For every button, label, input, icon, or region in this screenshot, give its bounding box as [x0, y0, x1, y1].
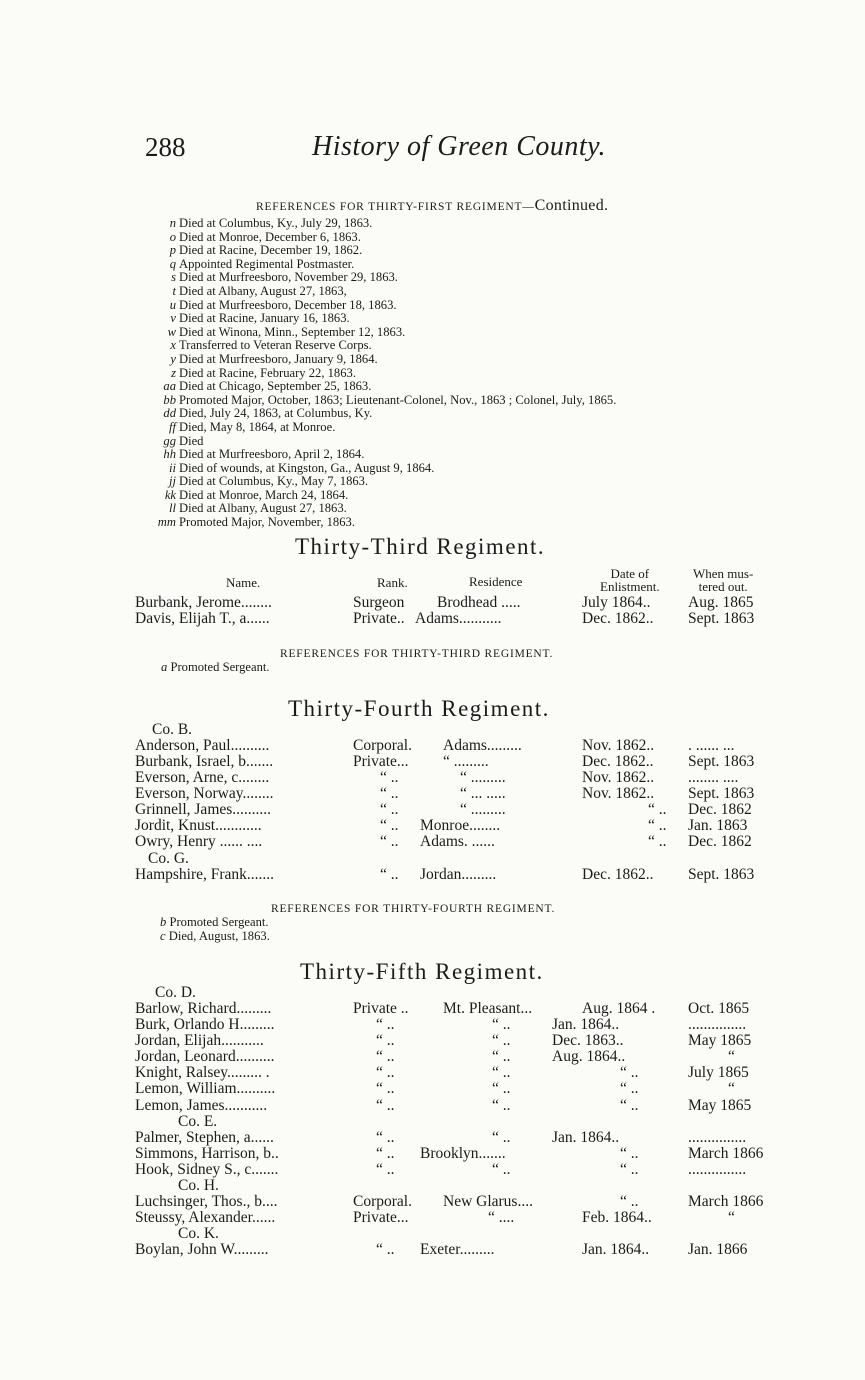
- ref-item: aa Died at Chicago, September 25, 1863.: [163, 379, 372, 394]
- ref-item: ii Died of wounds, at Kingston, Ga., August 9, 1864.: [169, 460, 435, 475]
- col-header-enlistment: Date of Enlistment.: [600, 566, 660, 594]
- ref-item: p Died at Racine, December 19, 1862.: [169, 243, 363, 258]
- table-row: Everson, Norway........ “ .. “ ... ..... Nov. 1862.. Sept. 1863: [135, 785, 755, 802]
- section-title-35: Thirty-Fifth Regiment.: [300, 959, 544, 984]
- refs-31-heading-text: REFERENCES FOR THIRTY-FIRST REGIMENT—: [256, 201, 535, 213]
- ref-item: jj Died at Columbus, Ky., May 7, 1863.: [169, 474, 369, 489]
- table-row: Boylan, John W......... “ .. Exeter......... Jan. 1864.. Jan. 1866: [135, 1241, 748, 1258]
- ref-item: bb Promoted Major, October, 1863; Lieutenant-Colonel, Nov., 1863 ; Colonel, July, 1865.: [163, 392, 617, 407]
- company-label: Co. E.: [178, 1113, 218, 1130]
- table-row: Burbank, Jerome........ Surgeon Brodhead ..... July 1864.. Aug. 1865: [135, 594, 754, 611]
- ref-item: q Appointed Regimental Postmaster.: [169, 256, 355, 271]
- ref-item: hh Died at Murfreesboro, April 2, 1864.: [163, 447, 365, 462]
- refs-31-heading-continued: Continued.: [534, 197, 609, 214]
- table-row: Knight, Ralsey......... . “ .. “ .. “ .. July 1865: [135, 1064, 749, 1081]
- table-row: Lemon, James........... “ .. “ .. “ .. May 1865: [135, 1097, 752, 1114]
- company-label: Co. D.: [155, 984, 196, 1001]
- col-header-mustered-out: When mus- tered out.: [693, 566, 754, 594]
- company-label: Co. H.: [178, 1177, 219, 1194]
- company-label: Co. K.: [178, 1225, 219, 1242]
- table-row: Grinnell, James.......... “ .. “ ......... “ .. Dec. 1862: [135, 801, 752, 818]
- ref-item: u Died at Murfreesboro, December 18, 1863.: [169, 297, 397, 312]
- ref-item: mm Promoted Major, November, 1863.: [157, 515, 355, 530]
- table-row: Hook, Sidney S., c....... “ .. “ .. “ .. ...............: [135, 1161, 747, 1178]
- table-row: Steussy, Alexander...... Private... “ .... Feb. 1864.. “: [135, 1209, 735, 1226]
- table-row: Davis, Elijah T., a...... Private.. Adams........... Dec. 1862.. Sept. 1863: [135, 610, 755, 627]
- ref-item: z Died at Racine, February 22, 1863.: [171, 365, 356, 380]
- table-row: Owry, Henry ...... .... “ .. Adams. ...... “ .. Dec. 1862: [135, 833, 752, 850]
- page-number: 288: [145, 132, 186, 162]
- ref-item: b Promoted Sergeant.: [160, 915, 269, 929]
- table-row: Jordit, Knust............ “ .. Monroe........ “ .. Jan. 1863: [135, 817, 748, 834]
- refs-34-heading: REFERENCES FOR THIRTY-FOURTH REGIMENT.: [271, 903, 556, 915]
- running-title: History of Green County.: [312, 131, 607, 162]
- refs-31-heading: [256, 197, 608, 215]
- refs-31-list: [148, 217, 616, 530]
- ref-item: ll Died at Albany, August 27, 1863.: [169, 501, 347, 516]
- table-row: Luchsinger, Thos., b.... Corporal. New Glarus.... “ .. March 1866: [135, 1193, 764, 1210]
- ref-item: c Died, August, 1863.: [160, 929, 270, 943]
- ref-item: v Died at Racine, January 16, 1863.: [170, 311, 350, 326]
- table-row: Hampshire, Frank....... “ .. Jordan......... Dec. 1862.. Sept. 1863: [135, 866, 755, 883]
- section-title-33: Thirty-Third Regiment.: [295, 534, 546, 559]
- col-header-rank: Rank.: [377, 575, 408, 590]
- ref-item: o Died at Monroe, December 6, 1863.: [169, 229, 361, 244]
- table-row: Burk, Orlando H......... “ .. “ .. Jan. 1864.. ...............: [135, 1016, 747, 1033]
- ref-item: x Transferred to Veteran Reserve Corps.: [170, 338, 372, 353]
- table-row: Anderson, Paul.......... Corporal. Adams......... Nov. 1862.. . ...... ...: [135, 737, 735, 754]
- table-row: Everson, Arne, c........ “ .. “ ......... Nov. 1862.. ........ ....: [135, 769, 739, 786]
- section-title-34: Thirty-Fourth Regiment.: [288, 696, 550, 721]
- refs-33-heading: REFERENCES FOR THIRTY-THIRD REGIMENT.: [280, 648, 554, 660]
- table-row: Lemon, William.......... “ .. “ .. “ .. “: [135, 1080, 735, 1097]
- company-label: Co. B.: [152, 721, 193, 738]
- company-label: Co. G.: [148, 850, 189, 867]
- table-row: Palmer, Stephen, a...... “ .. “ .. Jan. 1864.. ...............: [135, 1129, 747, 1146]
- ref-item: ff Died, May 8, 1864, at Monroe.: [169, 419, 336, 434]
- ref-item: a Promoted Sergeant.: [161, 660, 270, 674]
- ref-item: s Died at Murfreesboro, November 29, 1863.: [171, 270, 398, 285]
- col-header-name: Name.: [226, 575, 261, 590]
- table-row: Burbank, Israel, b....... Private... “ ......... Dec. 1862.. Sept. 1863: [135, 753, 755, 770]
- table-row: Jordan, Leonard.......... “ .. “ .. Aug. 1864.. “: [135, 1048, 735, 1065]
- ref-item: dd Died, July 24, 1863, at Columbus, Ky.: [163, 406, 373, 421]
- ref-item: t Died at Albany, August 27, 1863,: [172, 283, 347, 298]
- ref-item: n Died at Columbus, Ky., July 29, 1863.: [169, 216, 373, 230]
- table-row: Barlow, Richard......... Private .. Mt. Pleasant... Aug. 1864 . Oct. 1865: [135, 1000, 750, 1017]
- ref-item: gg Died: [163, 433, 204, 448]
- table-row: Jordan, Elijah........... “ .. “ .. Dec. 1863.. May 1865: [135, 1032, 752, 1049]
- ref-item: kk Died at Monroe, March 24, 1864.: [164, 487, 349, 502]
- ref-item: y Died at Murfreesboro, January 9, 1864.: [170, 351, 378, 366]
- ref-item: w Died at Winona, Minn., September 12, 1863.: [167, 324, 406, 339]
- table-row: Simmons, Harrison, b.. “ .. Brooklyn....... “ .. March 1866: [135, 1145, 764, 1162]
- col-header-residence: Residence: [469, 574, 523, 589]
